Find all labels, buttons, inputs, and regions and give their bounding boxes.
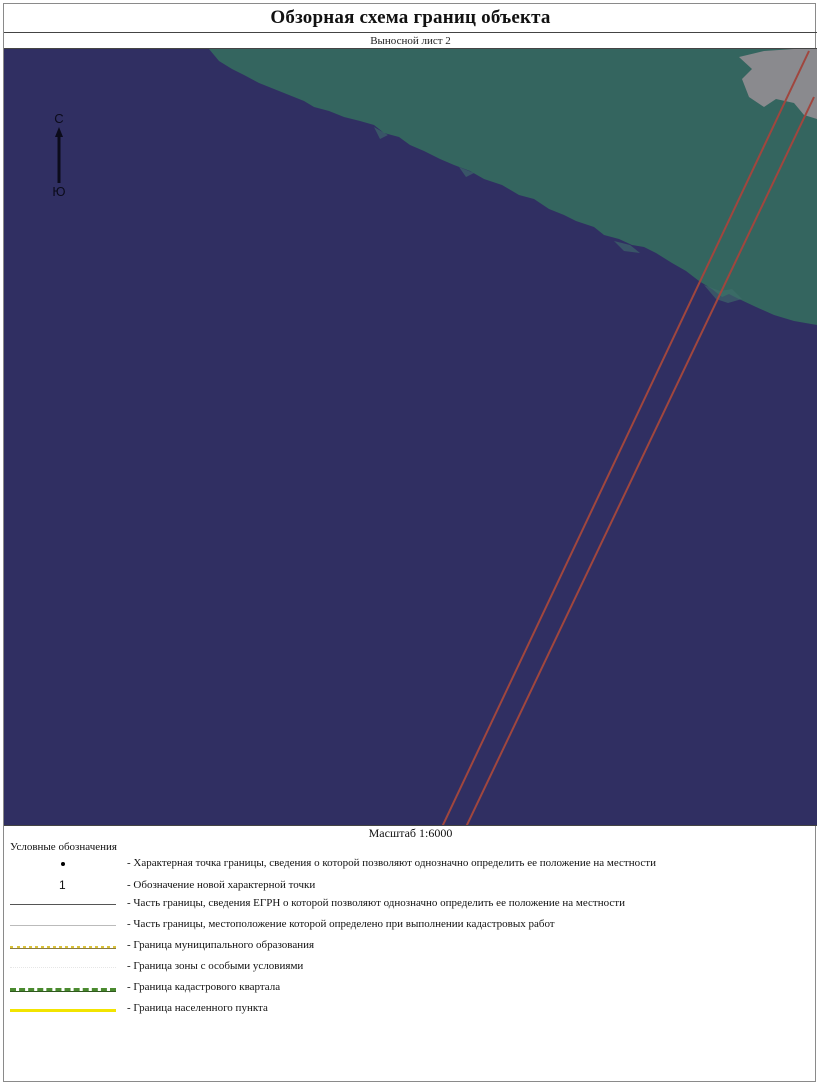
legend-item-new-point [10, 877, 810, 895]
north-arrow-head [55, 127, 63, 137]
map-view[interactable] [4, 48, 817, 826]
legend-item-label: - Граница кадастрового квартала [127, 981, 281, 993]
title-divider [4, 32, 817, 33]
new-point-number: 1 [59, 878, 66, 892]
legend-item-boundary-point [10, 855, 810, 873]
legend-item-label: - Часть границы, местоположение которой определено при выполнении кадастровых работ [127, 918, 555, 930]
boundary-point-icon [61, 862, 65, 866]
legend-item-label: - Часть границы, сведения ЕГРН о которой позволяют однозначно определить ее положение на местности [127, 897, 625, 909]
legend-symbol [10, 855, 118, 873]
legend-symbol [10, 895, 118, 913]
legend-symbol [10, 958, 118, 976]
legend-item-settlement-boundary [10, 1000, 810, 1018]
legend-symbol [10, 877, 118, 895]
scale-label: Масштаб 1:6000 [368, 826, 453, 840]
legend-item-label: - Граница населенного пункта [127, 1002, 268, 1014]
sheet-label: Выносной лист 2 [370, 35, 451, 47]
legend-item-egrn-boundary [10, 895, 810, 913]
legend-title: Условные обозначения [10, 841, 117, 853]
legend-item-label: - Граница муниципального образования [127, 939, 315, 951]
legend-item-cadastral-work-boundary [10, 916, 810, 934]
legend-item-municipal-boundary [10, 937, 810, 955]
settlement-boundary-line-icon [10, 1009, 116, 1012]
north-label: С [54, 111, 64, 126]
north-arrow [46, 111, 76, 201]
legend-item-label: - Граница зоны с особыми условиями [127, 960, 304, 972]
municipal-boundary-underline-icon [10, 948, 116, 949]
map-canvas [4, 49, 817, 826]
south-label: Ю [52, 184, 66, 199]
cadastral-quarter-underline-icon [10, 991, 116, 992]
legend-symbol [10, 916, 118, 934]
egrn-boundary-line-icon [10, 904, 116, 905]
special-zone-line-icon [10, 967, 116, 968]
legend-symbol [10, 979, 118, 997]
legend-item-cadastral-quarter [10, 979, 810, 997]
legend-symbol [10, 1000, 118, 1018]
legend-item-label: - Характерная точка границы, сведения о которой позволяют однозначно определить ее положение на местности [127, 857, 656, 869]
page-title: Обзорная схема границ объекта [270, 7, 551, 28]
legend-item-special-zone [10, 958, 810, 976]
cadastral-work-boundary-line-icon [10, 925, 116, 926]
legend-symbol [10, 937, 118, 955]
legend-item-label: - Обозначение новой характерной точки [127, 879, 316, 891]
